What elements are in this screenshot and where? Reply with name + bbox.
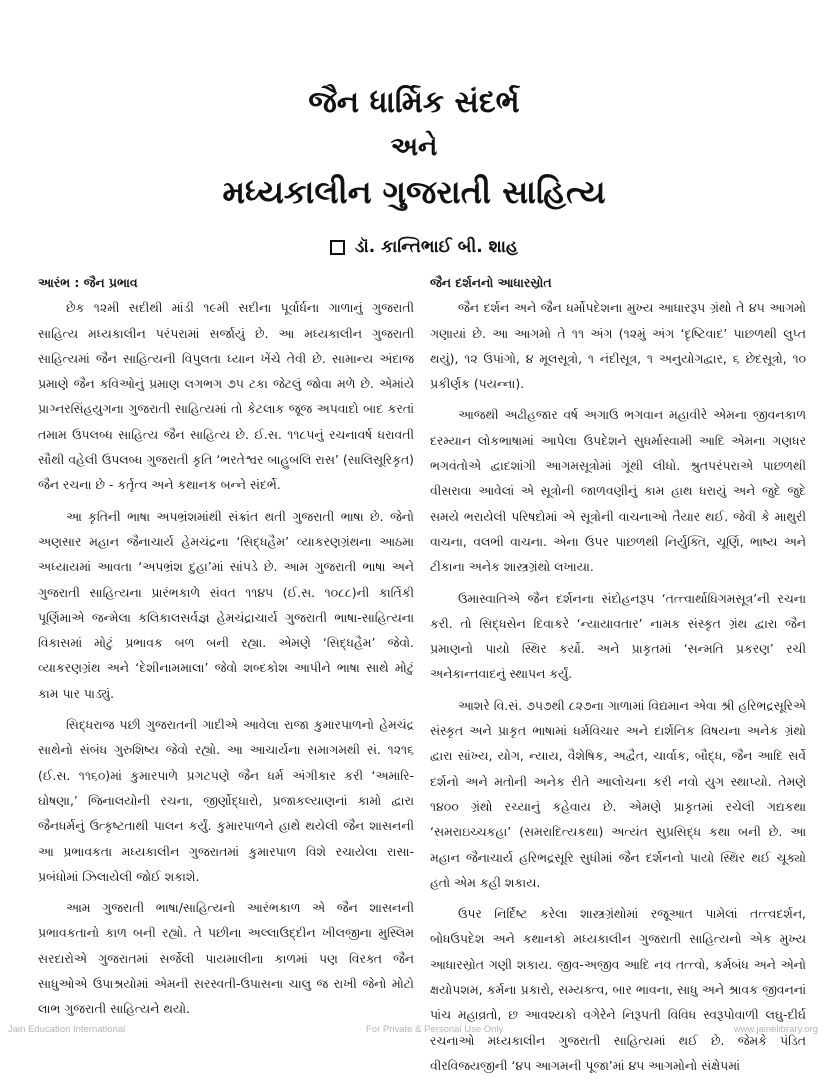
title-block: [0, 85, 828, 211]
right-column: [430, 270, 806, 1084]
paragraph: સિદ્ધરાજ પછી ગુજરાતની ગાદીએ આવેલા રાજા કુમારપાળનો હેમચંદ્ર સાથેનો સંબંધ ગુરુશિષ્ય જેવો રહ્યો. આ આચાર્યના સમાગમથી સં. ૧૨૧૬ (ઈ.સ. ૧૧૬૦)માં કુમારપાળે પ્રગટપણે જૈન ધર્મ અંગીકાર કરી ‘અમારિ-ઘોષણા,’ જિનાલયોની રચના, જીર્ણોદ્ધારો, પ્રજાકલ્યાણનાં કામો દ્વારા જૈનધર્મનું ઉત્કૃષ્ટતાથી પાલન કર્યું. કુમારપાળને હાથે થયેલી જૈન શાસનની આ પ્રભાવકતા મધ્યકાલીન ગુજરાતમાં કુમારપાળ વિશે રચાયેલા રાસા-પ્રબંધોમાં ઝિલાયેલી જોઈ શકાશે.: [38, 717, 414, 884]
paragraph: આજથી અઢીહજાર વર્ષ અગાઉ ભગવાન મહાવીરે એમના જીવનકાળ દરમ્યાન લોકભાષામાં આપેલા ઉપદેશને સુધર્માસ્વામી આદિ એમના ગણધર ભગવંતોએ દ્વાદશાંગી આગમસૂત્રોમાં ગૂંથી લીધો. શ્રુતપરંપરાએ પાછળથી વીસરાવા આવેલાં એ સૂત્રોની જાળવણીનું કામ હાથ ધરાયું અને જુદે જુદે સમયે ભરાયેલી પરિષદોમાં એ સૂત્રોની વાચનાઓ તૈયાર થઈ. જેવી કે માથુરી વાચના, વલભી વાચના. એના ઉપર પાછળથી નિર્યુક્તિ, ચૂર્ણિ, ભાષ્ય અને ટીકાના અનેક શાસ્ત્રગ્રંથો લખાયા.: [430, 407, 806, 575]
left-column: [38, 270, 414, 1028]
paragraph: ઉપર નિર્દિષ્ટ કરેલા શાસ્ત્રગ્રંથોમાં રજૂઆત પામેલાં તત્ત્વદર્શન, બોધઉપદેશ અને કથાનકો મધ્યકાલીન ગુજરાતી સાહિત્યનો એક મુખ્ય આધારસ્રોત ગણી શકાય. જીવ-અજીવ આદિ નવ તત્ત્વો, કર્મબંધ અને એનો ક્ષયોપશમ, કર્મના પ્રકારો, સમ્યક્ત્વ, બાર ભાવના, સાધુ અને શ્રાવક જીવનનાં પાંચ મહાવ્રતો, છ આવશ્યકો વગેરેને નિરૂપતી વિવિધ સ્વરૂપોવાળી લઘુ-દીર્ઘ રચનાઓ મધ્યકાલીન ગુજરાતી સાહિત્યમાં થઈ છે. જેમકે પંડિત વીરવિજયજીની ‘૪૫ આગમની પૂજા’માં ૪૫ આગમોનો સંક્ષેપમાં: [430, 906, 806, 1073]
footer-website-link[interactable]: www.jainelibrary.org: [733, 1024, 818, 1035]
square-bullet-icon: [330, 240, 345, 255]
paragraph: આ કૃતિની ભાષા અપભ્રંશમાંથી સંક્રાંત થતી ગુજરાતી ભાષા છે. જેનો અણસાર મહાન જૈનાચાર્ય હેમચંદ્રના ‘સિદ્ધહૈમ’ વ્યાકરણગ્રંથના આઠમા અધ્યાયમાં આવતા ‘અપભ્રંશ દુહા’માં સાંપડે છે. આમ ગુજરાતી ભાષા અને ગુજરાતી સાહિત્યના પ્રારંભકાળે સંવત ૧૧૪૫ (ઈ.સ. ૧૦૮૮)ની કાર્તિકી પૂર્ણિમાએ જન્મેલા કલિકાલસર્વજ્ઞ હેમચંદ્રાચાર્ય ગુજરાતી ભાષા-સાહિત્યના વિકાસમાં મોટું પ્રભાવક બળ બની રહ્યા. એમણે ‘સિદ્ધહૈમ’ જેવો. વ્યાકરણગ્રંથ અને ‘દેશીનામમાલા’ જેવો શબ્દકોશ આપીને ભાષા સાથે મોટું કામ પાર પાડ્યું.: [38, 508, 414, 701]
title-line-2: અને: [390, 132, 438, 162]
title-line-3: મધ્યકાલીન ગુજરાતી સાહિત્ય: [222, 173, 606, 211]
paragraph: જૈન દર્શન અને જૈન ધર્મોપદેશના મુખ્ય આધારરૂપ ગ્રંથો તે ૪૫ આગમો ગણાયાં છે. આ આગમો તે ૧૧ અંગ (૧૨મું અંગ ‘દૃષ્ટિવાદ’ પાછળથી લુપ્ત થયું), ૧૨ ઉપાંગો, ૪ મૂલસૂત્રો, ૧ નંદીસૂત્ર, ૧ અનુયોગદ્વાર, ૬ છેદસૂત્રો, ૧૦ પ્રકીર્ણક (પયન્ના).: [430, 300, 806, 392]
paragraph: આમ ગુજરાતી ભાષા/સાહિત્યનો આરંભકાળ એ જૈન શાસનની પ્રભાવકતાનો કાળ બની રહ્યો. તે પછીના અલ્લાઉદ્દીન ખીલજીના મુસ્લિમ સરદારોએ ગુજરાતમાં સર્જેલી પાયમાલીના કાળમાં પણ વિરક્ત જૈન સાધુઓએ ઉપાશ્રયોમાં એમની સરસ્વતી-ઉપાસના ચાલુ જ રાખી જેનો મોટો લાભ ગુજરાતી સાહિત્યને થયો.: [38, 900, 414, 1017]
author-name: ડૉ. કાન્તિભાઈ બી. શાહ: [355, 237, 518, 257]
author-byline: [330, 237, 518, 257]
footer-publisher: Jain Education International: [8, 1024, 126, 1035]
paragraph: આશરે વિ.સં. ૭૫૭થી ૮૨૭ના ગાળામાં વિદ્યમાન એવા શ્રી હરિભદ્રસૂરિએ સંસ્કૃત અને પ્રાકૃત ભાષામાં ધર્મવિચાર અને દાર્શનિક વિષયના અનેક ગ્રંથો દ્વારા સાંખ્ય, યોગ, ન્યાય, વૈશેષિક, અદ્વૈત, ચાર્વાક, બૌદ્ધ, જૈન આદિ સર્વે દર્શનો અને મતોની અનેક રીતે આલોચના કરી નવો યુગ સ્થાપ્યો. તેમણે ૧૪૦૦ ગ્રંથો રચ્યાનું કહેવાય છે. એમણે પ્રાકૃતમાં રચેલી ગદ્યકથા ‘સમરાઇચ્ચકહા’ (સમરાદિત્યકથા) અત્યંત સુપ્રસિદ્ધ કથા બની છે. આ મહાન જૈનાચાર્ય હરિભદ્રસૂરિ સુધીમાં જૈન દર્શનનો પાયો સ્થિર થઈ ચૂક્યો હતો એમ કહી શકાય.: [430, 697, 806, 890]
paragraph: ઉમાસ્વાતિએ જૈન દર્શનના સંદોહનરૂપ ‘તત્ત્વાર્થાધિગમસૂત્ર’ની રચના કરી. તો સિદ્ધસેન દિવાકરે ‘ન્યાયાવતાર’ નામક સંસ્કૃત ગ્રંથ દ્વારા જૈન પ્રમાણનો પાયો સ્થિર કર્યો. અને પ્રાકૃતમાં ‘સન્મતિ પ્રકરણ’ રચી અનેકાન્તવાદનું સ્થાપન કર્યું.: [430, 590, 806, 682]
footer-usage-note: For Private & Personal Use Only: [366, 1024, 504, 1035]
section-heading-arambh: આરંભ : જૈન પ્રભાવ: [38, 275, 138, 290]
paragraph: છેક ૧૨મી સદીથી માંડી ૧૯મી સદીના પૂર્વાર્ધના ગાળાનું ગુજરાતી સાહિત્ય મધ્યકાલીન પરંપરામાં સર્જાયું છે. આ મધ્યકાલીન ગુજરાતી સાહિત્યમાં જૈન સાહિત્યની વિપુલતા ધ્યાન ખેંચે તેવી છે. સામાન્ય અંદાજ પ્રમાણે જૈન કવિઓનું પ્રમાણ લગભગ ૭૫ ટકા જેટલું જોવા મળે છે. એમાંયે પ્રાગ્નરસિંહયુગના ગુજરાતી સાહિત્યમાં તો કેટલાક જૂજ અપવાદો બાદ કરતાં તમામ ઉપલબ્ધ સાહિત્ય જૈન સાહિત્ય છે. ઈ.સ. ૧૧૮૫નું રચનાવર્ષ ધરાવતી સૌથી વહેલી ઉપલબ્ધ ગુજરાતી કૃતિ ‘ભરતેશ્વર બાહુબલિ રાસ’ (સાલિસૂરિકૃત) જૈન રચના છે - કર્તૃત્વ અને કથાનક બન્ને સંદર્ભે.: [38, 300, 414, 493]
title-line-1: જૈન ધાર્મિક સંદર્ભ: [308, 85, 520, 120]
section-heading-adharsrot: જૈન દર્શનનો આધારસ્રોત: [430, 275, 552, 290]
